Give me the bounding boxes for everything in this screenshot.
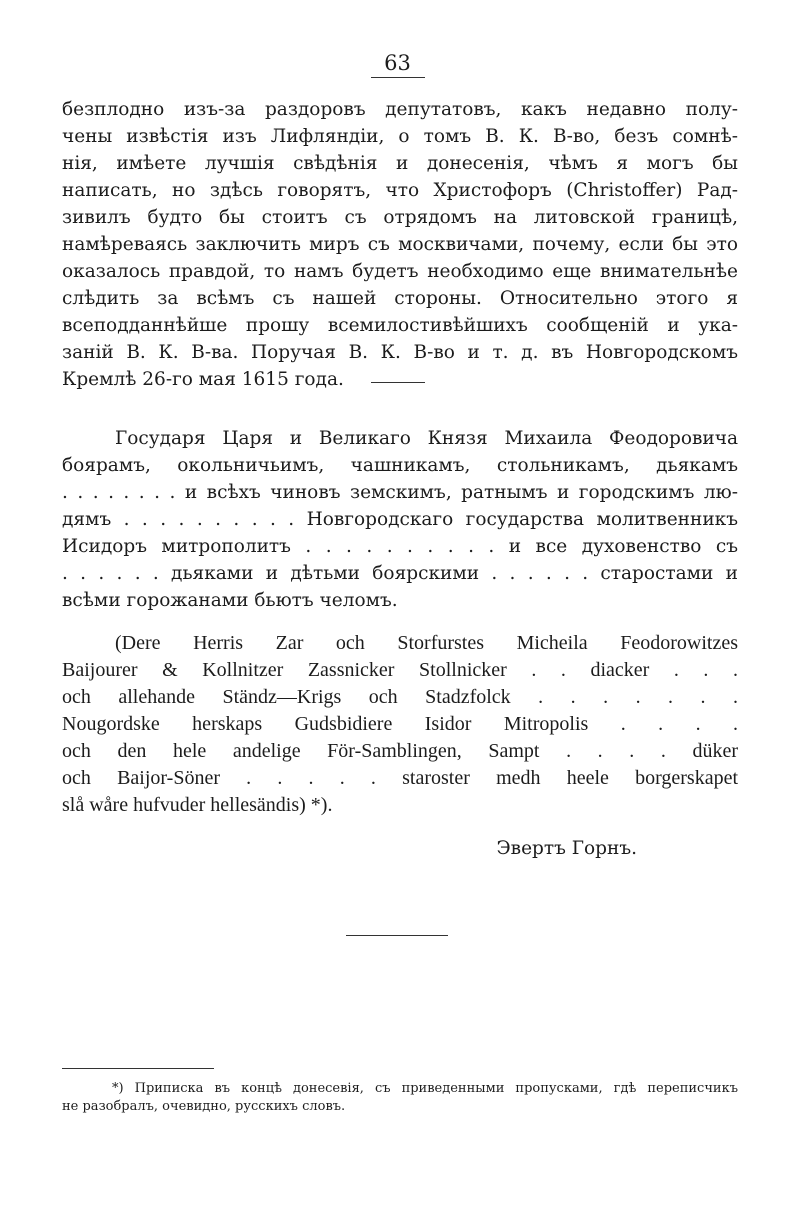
text-line: боярамъ, окольничьимъ, чашникамъ, стольникамъ, дьякамъ xyxy=(62,455,738,476)
page-number-underline xyxy=(371,77,425,78)
text-line: безплодно изъ-за раздоровъ депутатовъ, какъ недавно полу- xyxy=(62,99,738,120)
text-line: Государя Царя и Великаго Князя Михаила Феодоровича xyxy=(115,428,738,449)
footnote-line: *) Приписка въ концѣ донесевія, съ приведенными пропусками, гдѣ переписчикъ xyxy=(112,1081,738,1096)
text-line: . . . . . . дьяками и дѣтьми боярскими . . . . . . старостами и xyxy=(62,563,738,584)
text-line: Кремлѣ 26-го мая 1615 года. xyxy=(62,369,344,390)
text-line: . . . . . . . . и всѣхъ чиновъ земскимъ, ратнымъ и городскимъ лю- xyxy=(62,482,738,503)
text-line: Исидоръ митрополитъ . . . . . . . . . . и все духовенство съ xyxy=(62,536,738,557)
text-line: оказалось правдой, то намъ будетъ необходимо еще внимательнѣе xyxy=(62,261,738,282)
text-line: всѣми горожанами бьютъ челомъ. xyxy=(62,590,398,611)
section-divider xyxy=(346,935,448,936)
signature: Эвертъ Горнъ. xyxy=(496,838,637,859)
text-line: нія, имѣете лучшія свѣдѣнія и донесенія, чѣмъ я могъ бы xyxy=(62,153,738,174)
text-line: заній В. К. В-ва. Поручая В. К. В-во и т. д. въ Новгородскомъ xyxy=(62,342,738,363)
text-line: slå wåre hufvuder hellesändis) *). xyxy=(62,794,333,816)
section-divider xyxy=(371,382,425,383)
text-line: Nougordske herskaps Gudsbidiere Isidor Mitropolis . . . . xyxy=(62,713,738,735)
text-line: написать, но здѣсь говорятъ, что Христофоръ (Christoffer) Рад- xyxy=(62,180,738,201)
text-line: дямъ . . . . . . . . . . Новгородскаго государства молитвенникъ xyxy=(62,509,738,530)
text-line: слѣдить за всѣмъ съ нашей стороны. Относительно этого я xyxy=(62,288,738,309)
text-line: намѣреваясь заключить миръ съ москвичами, почему, если бы это xyxy=(62,234,738,255)
text-line: (Dere Herris Zar och Storfurstes Micheila Feodorowitzes xyxy=(115,632,738,654)
footnote-line: не разобралъ, очевидно, русскихъ словъ. xyxy=(62,1099,346,1114)
text-line: och allehande Ständz—Krigs och Stadzfolck . . . . . . . xyxy=(62,686,738,708)
text-line: Baijourer & Kollnitzer Zassnicker Stollnicker . . diacker . . . xyxy=(62,659,738,681)
text-line: чены извѣстія изъ Лифляндіи, о томъ В. К. В-во, безъ сомнѣ- xyxy=(62,126,738,147)
text-line: och Baijor-Söner . . . . . staroster medh heele borgerskapet xyxy=(62,767,738,789)
page-number: 63 xyxy=(384,51,411,75)
text-line: всеподданнѣйше прошу всемилостивѣйшихъ сообщеній и ука- xyxy=(62,315,738,336)
text-line: och den hele andelige För-Samblingen, Sampt . . . . düker xyxy=(62,740,738,762)
footnote-rule xyxy=(62,1068,214,1069)
text-line: зивилъ будто бы стоитъ съ отрядомъ на литовской границѣ, xyxy=(62,207,738,228)
